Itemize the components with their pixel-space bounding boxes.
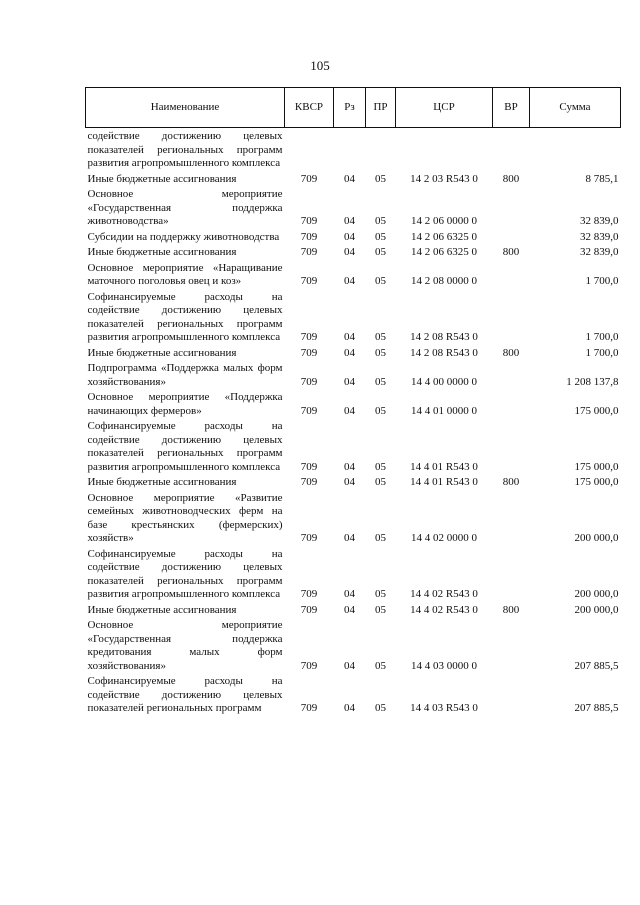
row-name: Иные бюджетные ассигнования	[87, 172, 237, 185]
header-kvsr: КВСР	[285, 88, 334, 128]
row-kvsr: 709	[300, 230, 318, 243]
row-sum: 207 885,5	[574, 702, 619, 714]
page-number: 105	[310, 58, 330, 73]
row-sum: 175 000,0	[574, 460, 619, 473]
row-name: Основное мероприятие «Государственная поддержка животноводства»	[87, 188, 283, 227]
row-name: Подпрограмма «Поддержка малых форм хозяйствования»	[87, 362, 283, 388]
row-name: Иные бюджетные ассигнования	[87, 476, 237, 488]
row-vr: 800	[502, 346, 520, 359]
row-kvsr: 709	[300, 346, 318, 359]
row-kvsr: 709	[300, 603, 318, 616]
row-rz: 04	[344, 331, 355, 343]
header-csr: ЦСР	[396, 88, 493, 128]
row-kvsr	[285, 128, 334, 171]
row-sum: 1 700,0	[585, 331, 619, 343]
table-row	[86, 418, 621, 474]
row-rz: 04	[344, 603, 355, 616]
table-row	[86, 186, 621, 229]
row-pr: 05	[375, 346, 386, 359]
row-rz: 04	[344, 172, 355, 185]
row-pr: 05	[375, 172, 386, 185]
row-vr	[493, 229, 530, 245]
row-sum: 207 885,5	[574, 659, 619, 672]
row-vr	[493, 673, 530, 716]
budget-table	[85, 87, 621, 716]
row-sum: 1 208 137,8	[566, 375, 619, 388]
table-header-row	[86, 88, 621, 128]
row-sum: 32 839,0	[580, 215, 619, 227]
row-csr: 14 2 08 R543 0	[410, 346, 478, 359]
row-vr	[493, 490, 530, 546]
row-kvsr: 709	[300, 375, 318, 388]
row-pr: 05	[375, 375, 386, 388]
row-csr: 14 2 06 6325 0	[411, 246, 477, 258]
row-vr	[493, 546, 530, 602]
row-rz: 04	[344, 375, 355, 388]
row-pr: 05	[375, 331, 386, 343]
row-name: Субсидии на поддержку животноводства	[87, 230, 280, 243]
table-row	[86, 244, 621, 260]
table-row	[86, 360, 621, 389]
row-csr: 14 2 08 R543 0	[410, 331, 478, 343]
table-row	[86, 289, 621, 345]
row-vr	[493, 418, 530, 474]
row-pr: 05	[375, 215, 386, 227]
table-row	[86, 490, 621, 546]
row-rz: 04	[344, 588, 355, 600]
row-pr	[366, 128, 396, 171]
row-vr: 800	[502, 603, 520, 616]
row-name: Софинансируемые расходы на содействие достижению целевых показателей региональных программ развития агропромышленного комплекса	[87, 547, 283, 600]
row-sum: 200 000,0	[574, 588, 619, 600]
row-pr: 05	[375, 702, 386, 714]
row-kvsr: 709	[300, 460, 318, 473]
row-pr: 05	[375, 603, 386, 616]
header-sum: Сумма	[530, 88, 621, 128]
table-row	[86, 345, 621, 361]
row-sum: 200 000,0	[574, 532, 619, 544]
row-vr	[493, 289, 530, 345]
table-row	[86, 260, 621, 289]
row-rz: 04	[344, 476, 355, 488]
row-kvsr: 709	[300, 702, 318, 714]
row-csr: 14 4 02 R543 0	[410, 588, 478, 600]
table-row	[86, 673, 621, 716]
row-rz: 04	[344, 215, 355, 227]
row-sum: 32 839,0	[580, 246, 619, 258]
row-rz: 04	[344, 404, 355, 417]
row-pr: 05	[375, 659, 386, 672]
row-csr: 14 2 03 R543 0	[410, 172, 478, 185]
table-row	[86, 474, 621, 490]
table-row	[86, 389, 621, 418]
row-csr: 14 4 03 R543 0	[410, 702, 478, 714]
row-rz: 04	[344, 659, 355, 672]
row-name: Иные бюджетные ассигнования	[87, 346, 237, 359]
row-sum: 32 839,0	[580, 230, 619, 243]
table-row	[86, 128, 621, 171]
row-csr: 14 4 01 R543 0	[410, 476, 478, 488]
row-name: Основное мероприятие «Государственная поддержка кредитования малых форм хозяйствования»	[87, 619, 283, 672]
row-rz	[334, 128, 366, 171]
row-rz: 04	[344, 460, 355, 473]
header-name: Наименование	[86, 88, 285, 128]
row-csr: 14 2 08 0000 0	[411, 275, 477, 287]
row-name: Иные бюджетные ассигнования	[87, 246, 237, 258]
row-vr: 800	[502, 476, 520, 488]
row-name: Основное мероприятие «Наращивание маточного поголовья овец и коз»	[87, 261, 283, 287]
row-kvsr: 709	[300, 532, 318, 544]
row-pr: 05	[375, 404, 386, 417]
row-sum	[530, 128, 621, 171]
row-csr: 14 4 03 0000 0	[411, 659, 477, 672]
row-csr: 14 2 06 0000 0	[411, 215, 477, 227]
row-kvsr: 709	[300, 476, 318, 488]
row-sum: 175 000,0	[574, 476, 619, 488]
row-name: содействие достижению целевых показателей региональных программ развития агропромышленного комплекса	[87, 130, 283, 169]
header-pr: ПР	[366, 88, 396, 128]
row-csr: 14 4 02 R543 0	[410, 603, 478, 616]
row-rz: 04	[344, 702, 355, 714]
row-vr	[493, 360, 530, 389]
table-row	[86, 602, 621, 618]
row-sum: 200 000,0	[574, 603, 619, 616]
row-kvsr: 709	[300, 404, 318, 417]
row-pr: 05	[375, 275, 386, 287]
row-kvsr: 709	[300, 246, 318, 258]
row-name: Основное мероприятие «Поддержка начинающих фермеров»	[87, 391, 283, 417]
row-pr: 05	[375, 230, 386, 243]
row-name: Софинансируемые расходы на содействие достижению целевых показателей региональных программ	[87, 675, 283, 714]
row-vr	[493, 260, 530, 289]
header-rz: Рз	[334, 88, 366, 128]
table-row	[86, 229, 621, 245]
row-sum: 8 785,1	[585, 172, 619, 185]
row-kvsr: 709	[300, 215, 318, 227]
row-csr: 14 4 00 0000 0	[411, 375, 477, 388]
row-rz: 04	[344, 246, 355, 258]
row-name: Софинансируемые расходы на содействие достижению целевых показателей региональных программ развития агропромышленного комплекса	[87, 420, 283, 473]
row-kvsr: 709	[300, 275, 318, 287]
row-name: Иные бюджетные ассигнования	[87, 603, 237, 616]
row-kvsr: 709	[300, 588, 318, 600]
row-csr	[396, 128, 493, 171]
table-row	[86, 546, 621, 602]
row-csr: 14 2 06 6325 0	[411, 230, 477, 243]
row-rz: 04	[344, 230, 355, 243]
row-pr: 05	[375, 460, 386, 473]
row-rz: 04	[344, 346, 355, 359]
row-name: Софинансируемые расходы на содействие достижению целевых показателей региональных программ развития агропромышленного комплекса	[87, 290, 283, 343]
row-pr: 05	[375, 588, 386, 600]
row-csr: 14 4 02 0000 0	[411, 532, 477, 544]
row-name: Основное мероприятие «Развитие семейных животноводческих ферм на базе крестьянских (фермерских) хозяйств»	[87, 491, 283, 544]
row-vr	[493, 617, 530, 673]
row-pr: 05	[375, 476, 386, 488]
table-row	[86, 171, 621, 187]
table-row	[86, 617, 621, 673]
header-vr: ВР	[493, 88, 530, 128]
row-kvsr: 709	[300, 172, 318, 185]
row-vr	[493, 128, 530, 171]
row-vr: 800	[502, 172, 520, 185]
row-vr: 800	[502, 246, 520, 258]
row-rz: 04	[344, 532, 355, 544]
row-vr	[493, 186, 530, 229]
row-rz: 04	[344, 275, 355, 287]
row-csr: 14 4 01 R543 0	[410, 460, 478, 473]
row-sum: 1 700,0	[585, 346, 619, 359]
row-kvsr: 709	[300, 659, 318, 672]
row-kvsr: 709	[300, 331, 318, 343]
row-csr: 14 4 01 0000 0	[411, 404, 477, 417]
row-vr	[493, 389, 530, 418]
row-sum: 1 700,0	[585, 275, 619, 287]
row-pr: 05	[375, 246, 386, 258]
row-pr: 05	[375, 532, 386, 544]
row-sum: 175 000,0	[574, 404, 619, 417]
